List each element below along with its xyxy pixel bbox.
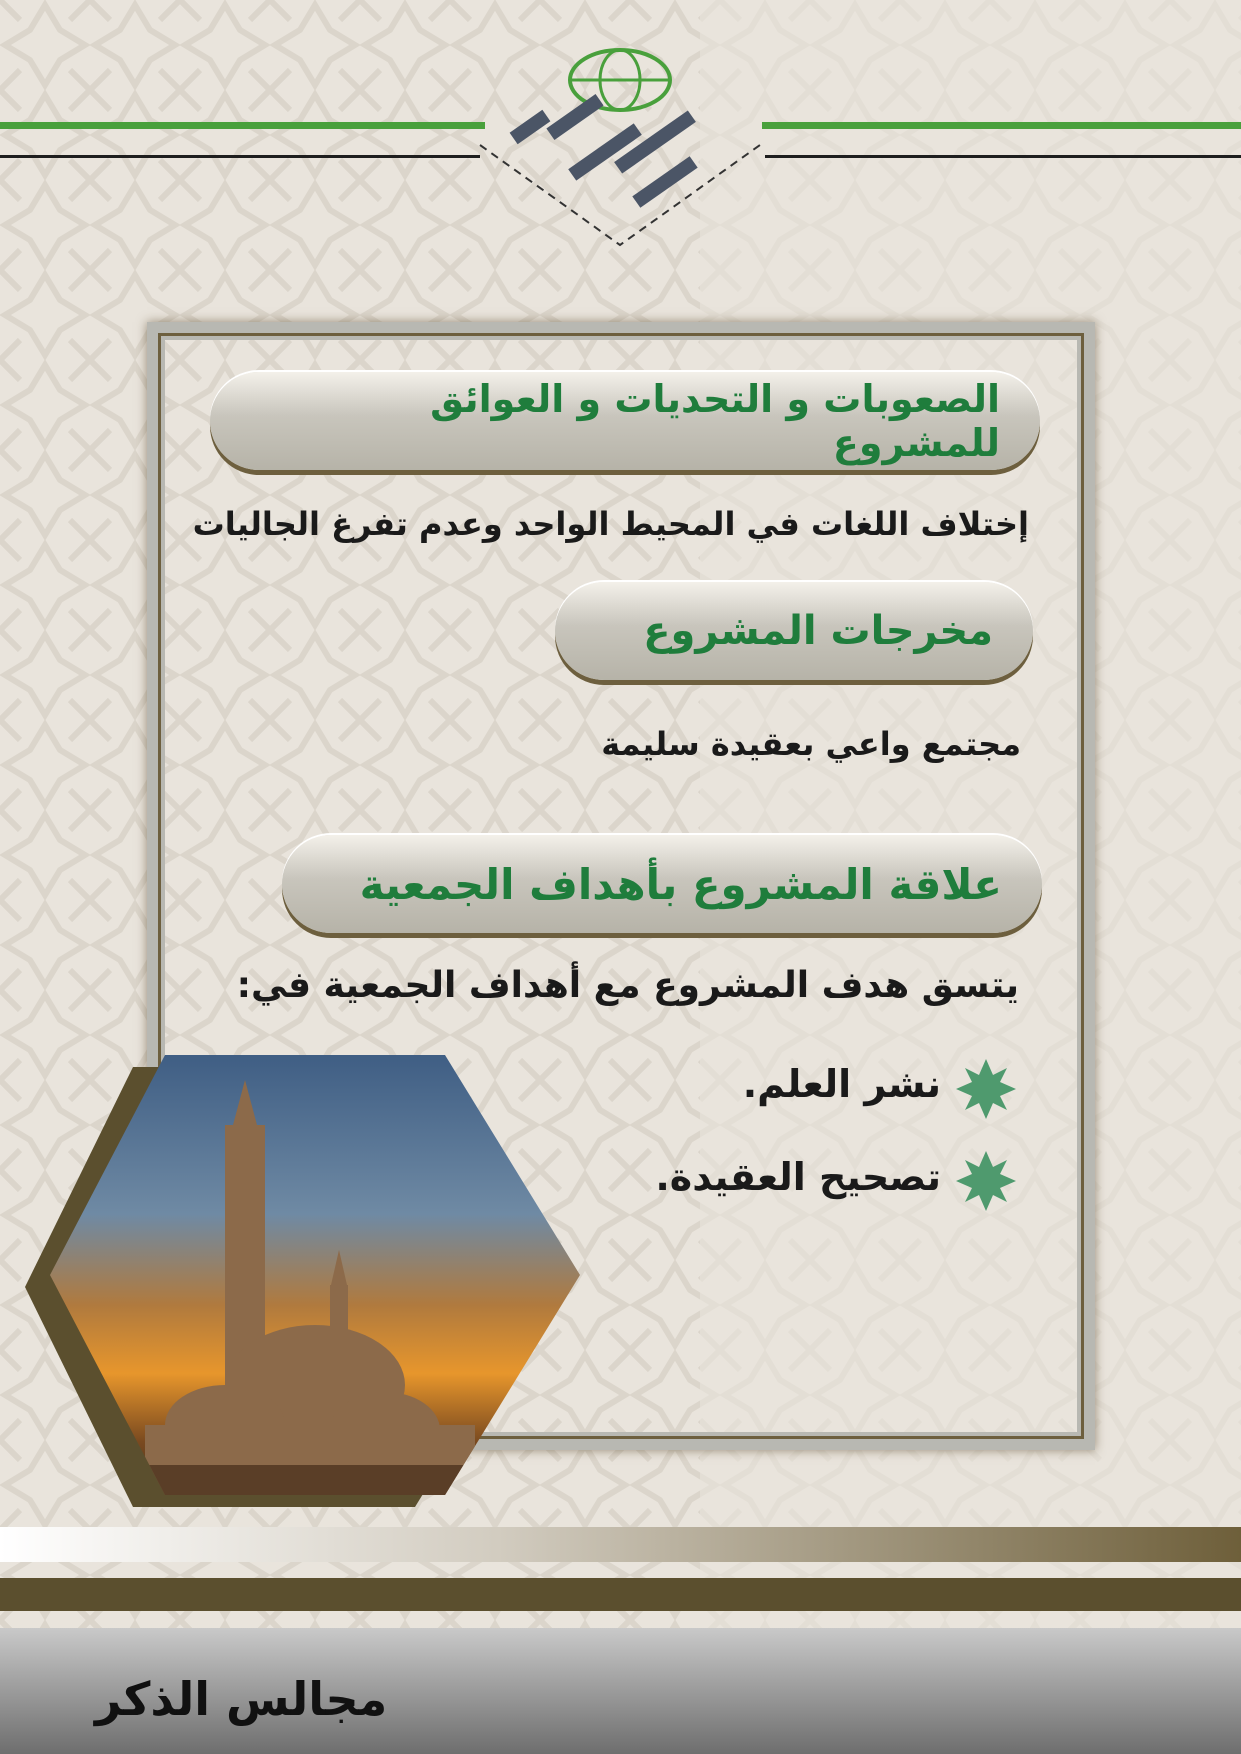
relation-item: نشر العلم. bbox=[742, 1062, 941, 1106]
relation-item: تصحيح العقيدة. bbox=[655, 1155, 941, 1199]
challenges-heading-pill bbox=[210, 372, 1040, 470]
outputs-body: مجتمع واعي بعقيدة سليمة bbox=[601, 725, 1021, 763]
challenges-heading: الصعوبات و التحديات و العوائق للمشروع bbox=[430, 377, 1000, 465]
header-line-dark-right bbox=[765, 155, 1241, 158]
logo bbox=[470, 25, 770, 250]
decorative-band-gradient bbox=[0, 1527, 1241, 1562]
header-line-green-right bbox=[762, 122, 1241, 129]
star-bullet-icon bbox=[955, 1150, 1017, 1212]
challenges-body: إختلاف اللغات في المحيط الواحد وعدم تفرغ الجاليات bbox=[192, 505, 1029, 543]
relation-heading: علاقة المشروع بأهداف الجمعية bbox=[359, 859, 1002, 909]
header-line-dark-left bbox=[0, 155, 480, 158]
globe-icon bbox=[570, 50, 670, 110]
header-line-green-left bbox=[0, 122, 485, 129]
relation-intro: يتسق هدف المشروع مع أهداف الجمعية في: bbox=[236, 965, 1019, 1006]
outputs-heading-pill bbox=[555, 582, 1033, 680]
logo-text: عرب رواد bbox=[617, 225, 623, 226]
star-bullet-icon bbox=[955, 1058, 1017, 1120]
mosque-image bbox=[25, 1055, 585, 1510]
footer-title: مجالس الذكر bbox=[95, 1672, 388, 1726]
outputs-heading: مخرجات المشروع bbox=[643, 608, 993, 654]
decorative-band-brown bbox=[0, 1578, 1241, 1611]
relation-heading-pill bbox=[282, 835, 1042, 933]
